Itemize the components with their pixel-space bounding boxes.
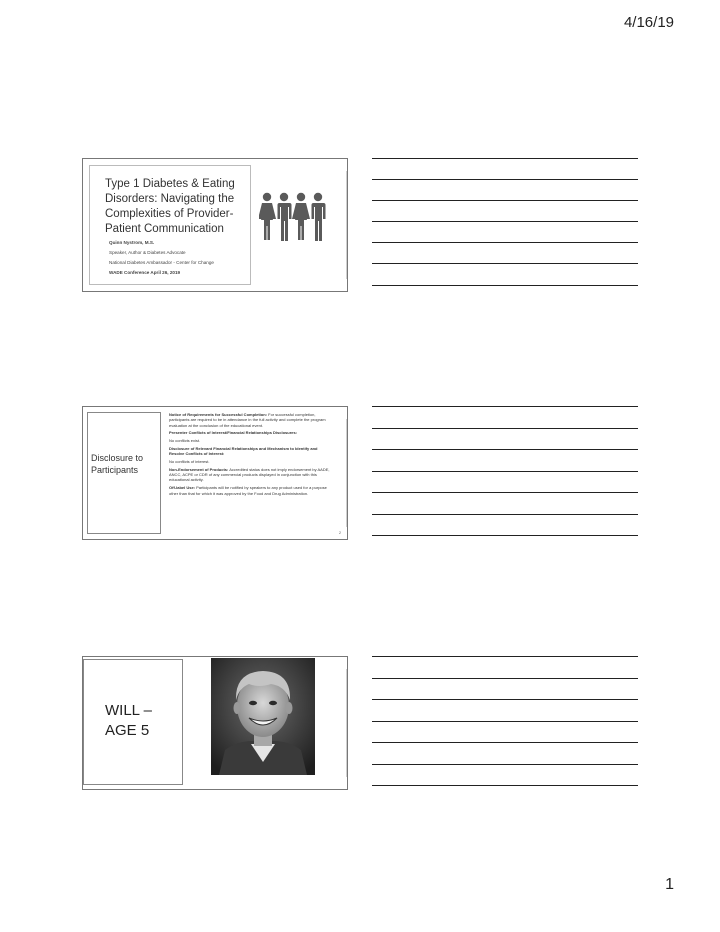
presenter-affiliation: National Diabetes Ambassador - Center for Change bbox=[109, 260, 214, 265]
notes-line bbox=[372, 699, 638, 700]
financial-text: No conflicts of interest. bbox=[169, 459, 210, 465]
notes-line bbox=[372, 678, 638, 679]
conflicts-label: Presenter Conflicts of Interest/Financial Relationships Disclosures: bbox=[169, 430, 298, 436]
notes-line bbox=[372, 514, 638, 515]
notes-line bbox=[372, 179, 638, 180]
page-date: 4/16/19 bbox=[623, 14, 674, 31]
presenter-name: Quinn Nystrom, M.S. bbox=[109, 240, 155, 245]
people-group-icon bbox=[259, 191, 335, 241]
slide-thumbnail-3 bbox=[82, 656, 348, 790]
notes-line bbox=[372, 742, 638, 743]
notes-line bbox=[372, 721, 638, 722]
notes-line bbox=[372, 656, 638, 657]
disclosure-text bbox=[169, 412, 331, 498]
page-number: 1 bbox=[665, 876, 674, 893]
notes-line bbox=[372, 242, 638, 243]
endorsement-label: Non-Endorsement of Products: bbox=[169, 466, 229, 472]
conference-date: WADE Conference April 26, 2019 bbox=[109, 270, 181, 275]
endorsement-text: Accredited status does not imply endorsement by AADE, ANCC, ACPE or CDR of any commercial products displayed in conjunction with this educational activity. bbox=[169, 466, 330, 483]
slide-number: 2 bbox=[339, 531, 341, 535]
notes-line bbox=[372, 764, 638, 765]
slide-thumbnail-2 bbox=[82, 406, 348, 540]
notes-line bbox=[372, 449, 638, 450]
notes-line bbox=[372, 471, 638, 472]
conflicts-text: No conflicts exist. bbox=[169, 438, 201, 444]
notes-line bbox=[372, 200, 638, 201]
notes-line bbox=[372, 221, 638, 222]
completion-label: Notice of Requirements for Successful Completion: bbox=[169, 412, 268, 417]
notes-line bbox=[372, 785, 638, 786]
off-label-text: Participants will be notified by speakers to any product used for a purpose other than that for which it was approved by the Food and Drug Administration. bbox=[169, 485, 327, 496]
financial-label: Disclosure of Relevant Financial Relationships and Mechanism to Identify and Resolve Conflicts of Interest: bbox=[169, 445, 318, 457]
notes-line bbox=[372, 535, 638, 536]
slide-thumbnail-1 bbox=[82, 158, 348, 292]
notes-line bbox=[372, 492, 638, 493]
presenter-role: Speaker, Author & Diabetes Advocate bbox=[109, 250, 186, 255]
slide-title: WILL – AGE 5 bbox=[105, 702, 152, 739]
slide-edge bbox=[346, 669, 347, 777]
completion-text: For successful completion, participants are required to be in attendance in the full activity and complete the program evaluation at the conclusion of the educational event. bbox=[169, 412, 326, 428]
notes-line bbox=[372, 428, 638, 429]
notes-line bbox=[372, 263, 638, 264]
slide-edge bbox=[346, 171, 347, 279]
notes-line bbox=[372, 285, 638, 286]
slide-title: Type 1 Diabetes & Eating Disorders: Navigating the Complexities of Provider-Patient Communication bbox=[105, 178, 235, 235]
notes-line bbox=[372, 406, 638, 407]
slide-title: Disclosure to Participants bbox=[91, 453, 144, 475]
off-label-label: Off-label Use: bbox=[169, 485, 196, 491]
notes-line bbox=[372, 158, 638, 159]
slide-edge bbox=[346, 419, 347, 527]
child-photo bbox=[211, 658, 315, 775]
